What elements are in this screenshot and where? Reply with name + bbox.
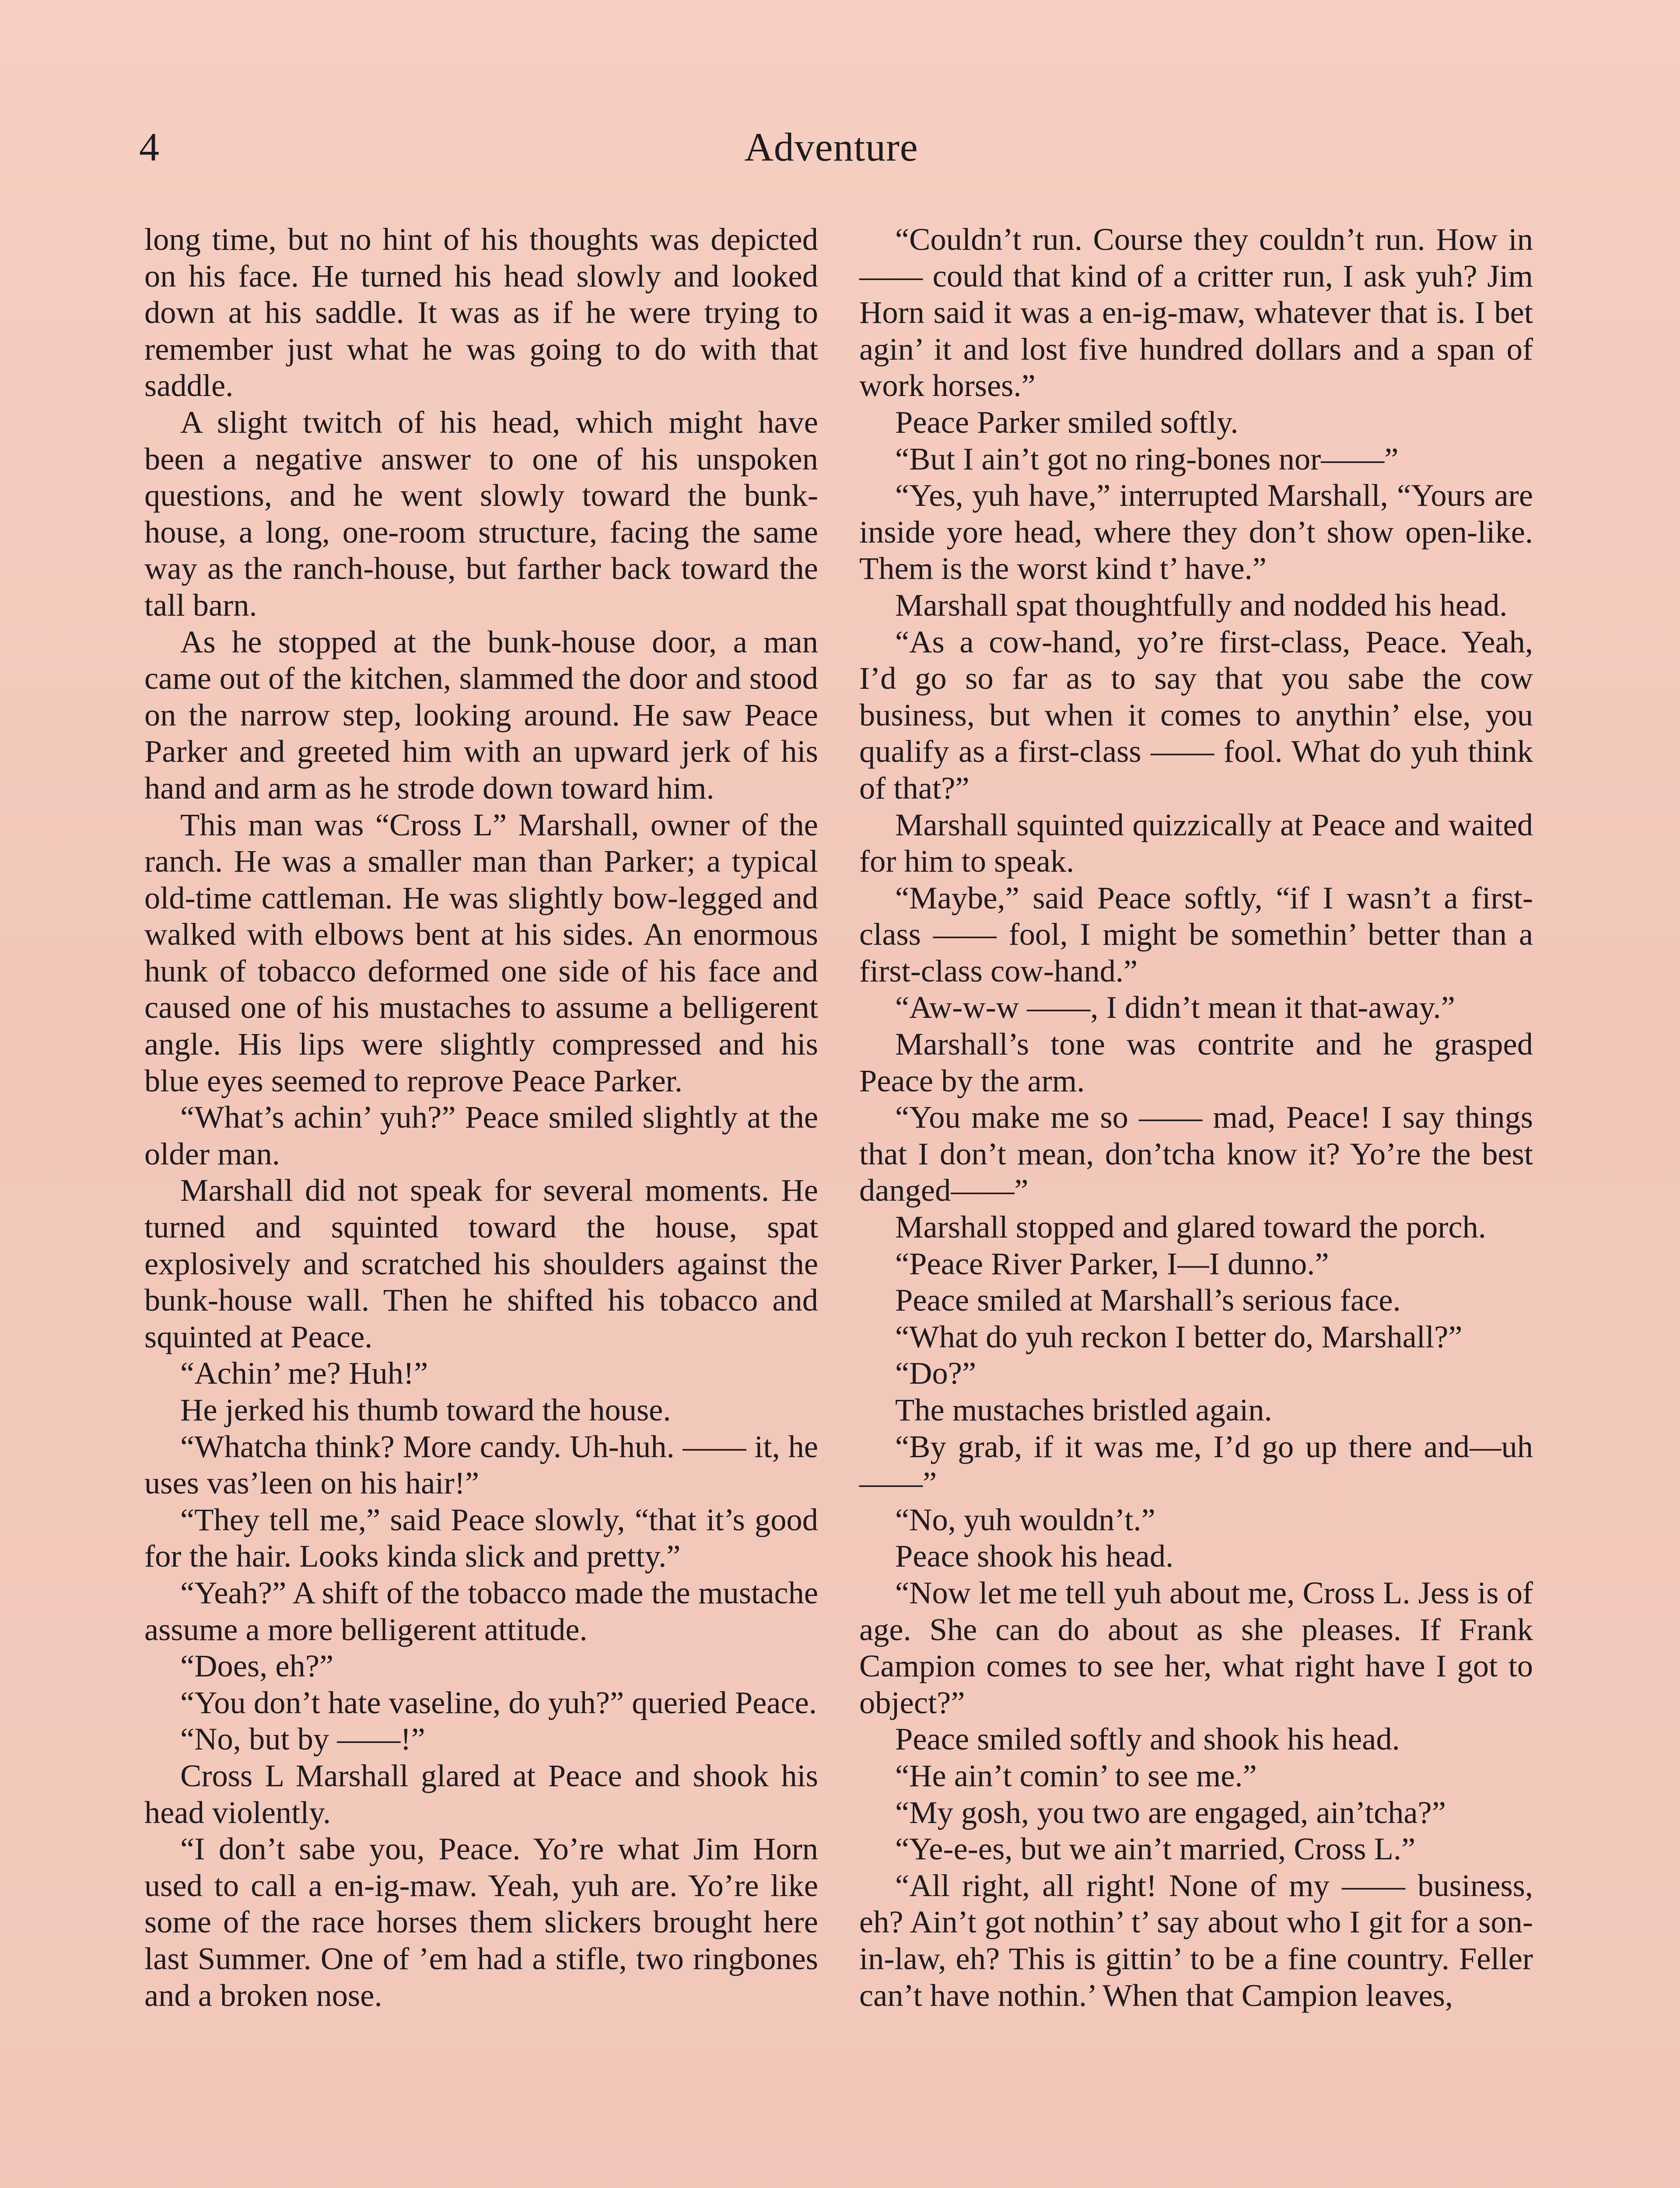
paragraph: “They tell me,” said Peace slowly, “that it’s good for the hair. Looks kinda slick and pretty.” bbox=[144, 1501, 818, 1574]
paragraph: “I don’t sabe you, Peace. Yo’re what Jim Horn used to call a en-ig-maw. Yeah, yuh are. Yo’re like some of the race horses them slickers brought here last Summer. One of ’em had a stifle, two ringbones and a broken nose. bbox=[144, 1831, 818, 2013]
paragraph: “Couldn’t run. Course they couldn’t run. How in —— could that kind of a critter run, I ask yuh? Jim Horn said it was a en-ig-maw, whatever that is. I bet agin’ it and lost five hundred dollars and a span of work horses.” bbox=[859, 221, 1533, 403]
paragraph: He jerked his thumb toward the house. bbox=[180, 1392, 671, 1427]
paragraph: “All right, all right! None of my —— business, eh? Ain’t got nothin’ t’ say about who I git for a son-in-law, eh? This is gittin’ to be a fine country. Feller can’t have nothin.’ When that Campion leaves, bbox=[859, 1867, 1533, 2013]
paragraph: “No, but by ——!” bbox=[180, 1721, 425, 1757]
paragraph: “He ain’t comin’ to see me.” bbox=[895, 1757, 1257, 1793]
paragraph: “By grab, if it was me, I’d go up there and—uh——” bbox=[859, 1428, 1533, 1501]
paragraph: “Achin’ me? Huh!” bbox=[180, 1355, 428, 1391]
paragraph: Peace smiled at Marshall’s serious face. bbox=[895, 1282, 1401, 1318]
paragraph: “As a cow-hand, yo’re first-class, Peace. Yeah, I’d go so far as to say that you sabe the cow business, but when it comes to anythin’ else, you qualify as a first-class —— fool. What do yuh think of that?” bbox=[859, 624, 1533, 806]
left-column bbox=[144, 221, 818, 2013]
paragraph: “Yes, yuh have,” interrupted Marshall, “Yours are inside yore head, where they don’t show open-like. Them is the worst kind t’ have.” bbox=[859, 477, 1533, 586]
paragraph: “But I ain’t got no ring-bones nor——” bbox=[895, 441, 1399, 477]
page-number: 4 bbox=[139, 125, 159, 169]
paragraph: Marshall’s tone was contrite and he grasped Peace by the arm. bbox=[859, 1026, 1533, 1098]
paragraph: “Yeah?” A shift of the tobacco made the mustache assume a more belligerent attitude. bbox=[144, 1574, 818, 1647]
paragraph: “Now let me tell yuh about me, Cross L. Jess is of age. She can do about as she pleases. If Frank Campion comes to see her, what right have I got to object?” bbox=[859, 1574, 1533, 1720]
paragraph: “Aw-w-w ——, I didn’t mean it that-away.” bbox=[895, 989, 1455, 1025]
paragraph: The mustaches bristled again. bbox=[895, 1392, 1272, 1427]
paragraph: Peace smiled softly and shook his head. bbox=[895, 1721, 1400, 1757]
paragraph: “No, yuh wouldn’t.” bbox=[895, 1501, 1155, 1537]
paragraph: “Peace River Parker, I—I dunno.” bbox=[895, 1245, 1329, 1281]
paragraph: “Whatcha think? More candy. Uh-huh. —— it, he uses vas’leen on his hair!” bbox=[144, 1428, 818, 1501]
paragraph: Marshall spat thoughtfully and nodded his head. bbox=[895, 587, 1508, 623]
paragraph: “You make me so —— mad, Peace! I say things that I don’t mean, don’tcha know it? Yo’re the best danged——” bbox=[859, 1099, 1533, 1208]
paragraph: Cross L Marshall glared at Peace and shook his head violently. bbox=[144, 1757, 818, 1830]
paragraph: “What do yuh reckon I better do, Marshall?” bbox=[895, 1318, 1463, 1354]
paragraph: Marshall did not speak for several moments. He turned and squinted toward the house, spat explosively and scratched his shoulders against the bunk-house wall. Then he shifted his tobacco and squinted at Peace. bbox=[144, 1172, 818, 1354]
paragraph: Marshall stopped and glared toward the porch. bbox=[895, 1209, 1486, 1245]
paragraph: “My gosh, you two are engaged, ain’tcha?” bbox=[895, 1794, 1446, 1830]
paragraph: A slight twitch of his head, which might have been a negative answer to one of his unspoken questions, and he went slowly toward the bunk-house, a long, one-room structure, facing the same way as the ranch-house, but farther back toward the tall barn. bbox=[144, 404, 818, 623]
paragraph: Peace Parker smiled softly. bbox=[895, 404, 1239, 440]
right-column bbox=[859, 221, 1533, 2013]
running-head: Adventure bbox=[744, 125, 918, 169]
paragraph: This man was “Cross L” Marshall, owner of the ranch. He was a smaller man than Parker; a typical old-time cattleman. He was slightly bow-legged and walked with elbows bent at his sides. An enormous hunk of tobacco deformed one side of his face and caused one of his mustaches to assume a belligerent angle. His lips were slightly compressed and his blue eyes seemed to reprove Peace Parker. bbox=[144, 806, 818, 1098]
paragraph: As he stopped at the bunk-house door, a man came out of the kitchen, slammed the door and stood on the narrow step, looking around. He saw Peace Parker and greeted him with an upward jerk of his hand and arm as he strode down toward him. bbox=[144, 624, 818, 806]
paragraph: “What’s achin’ yuh?” Peace smiled slightly at the older man. bbox=[144, 1099, 818, 1171]
paragraph: long time, but no hint of his thoughts was depicted on his face. He turned his head slowly and looked down at his saddle. It was as if he were trying to remember just what he was going to do with that saddle. bbox=[144, 221, 818, 403]
paragraph: Marshall squinted quizzically at Peace and waited for him to speak. bbox=[859, 806, 1533, 879]
paragraph: “Does, eh?” bbox=[180, 1648, 334, 1684]
paragraph: “You don’t hate vaseline, do yuh?” queried Peace. bbox=[180, 1684, 817, 1720]
paragraph: “Maybe,” said Peace softly, “if I wasn’t a first-class —— fool, I might be somethin’ better than a first-class cow-hand.” bbox=[859, 880, 1533, 989]
paragraph: Peace shook his head. bbox=[895, 1538, 1174, 1574]
paragraph: “Ye-e-es, but we ain’t married, Cross L.” bbox=[895, 1831, 1416, 1867]
paragraph: “Do?” bbox=[895, 1355, 976, 1391]
